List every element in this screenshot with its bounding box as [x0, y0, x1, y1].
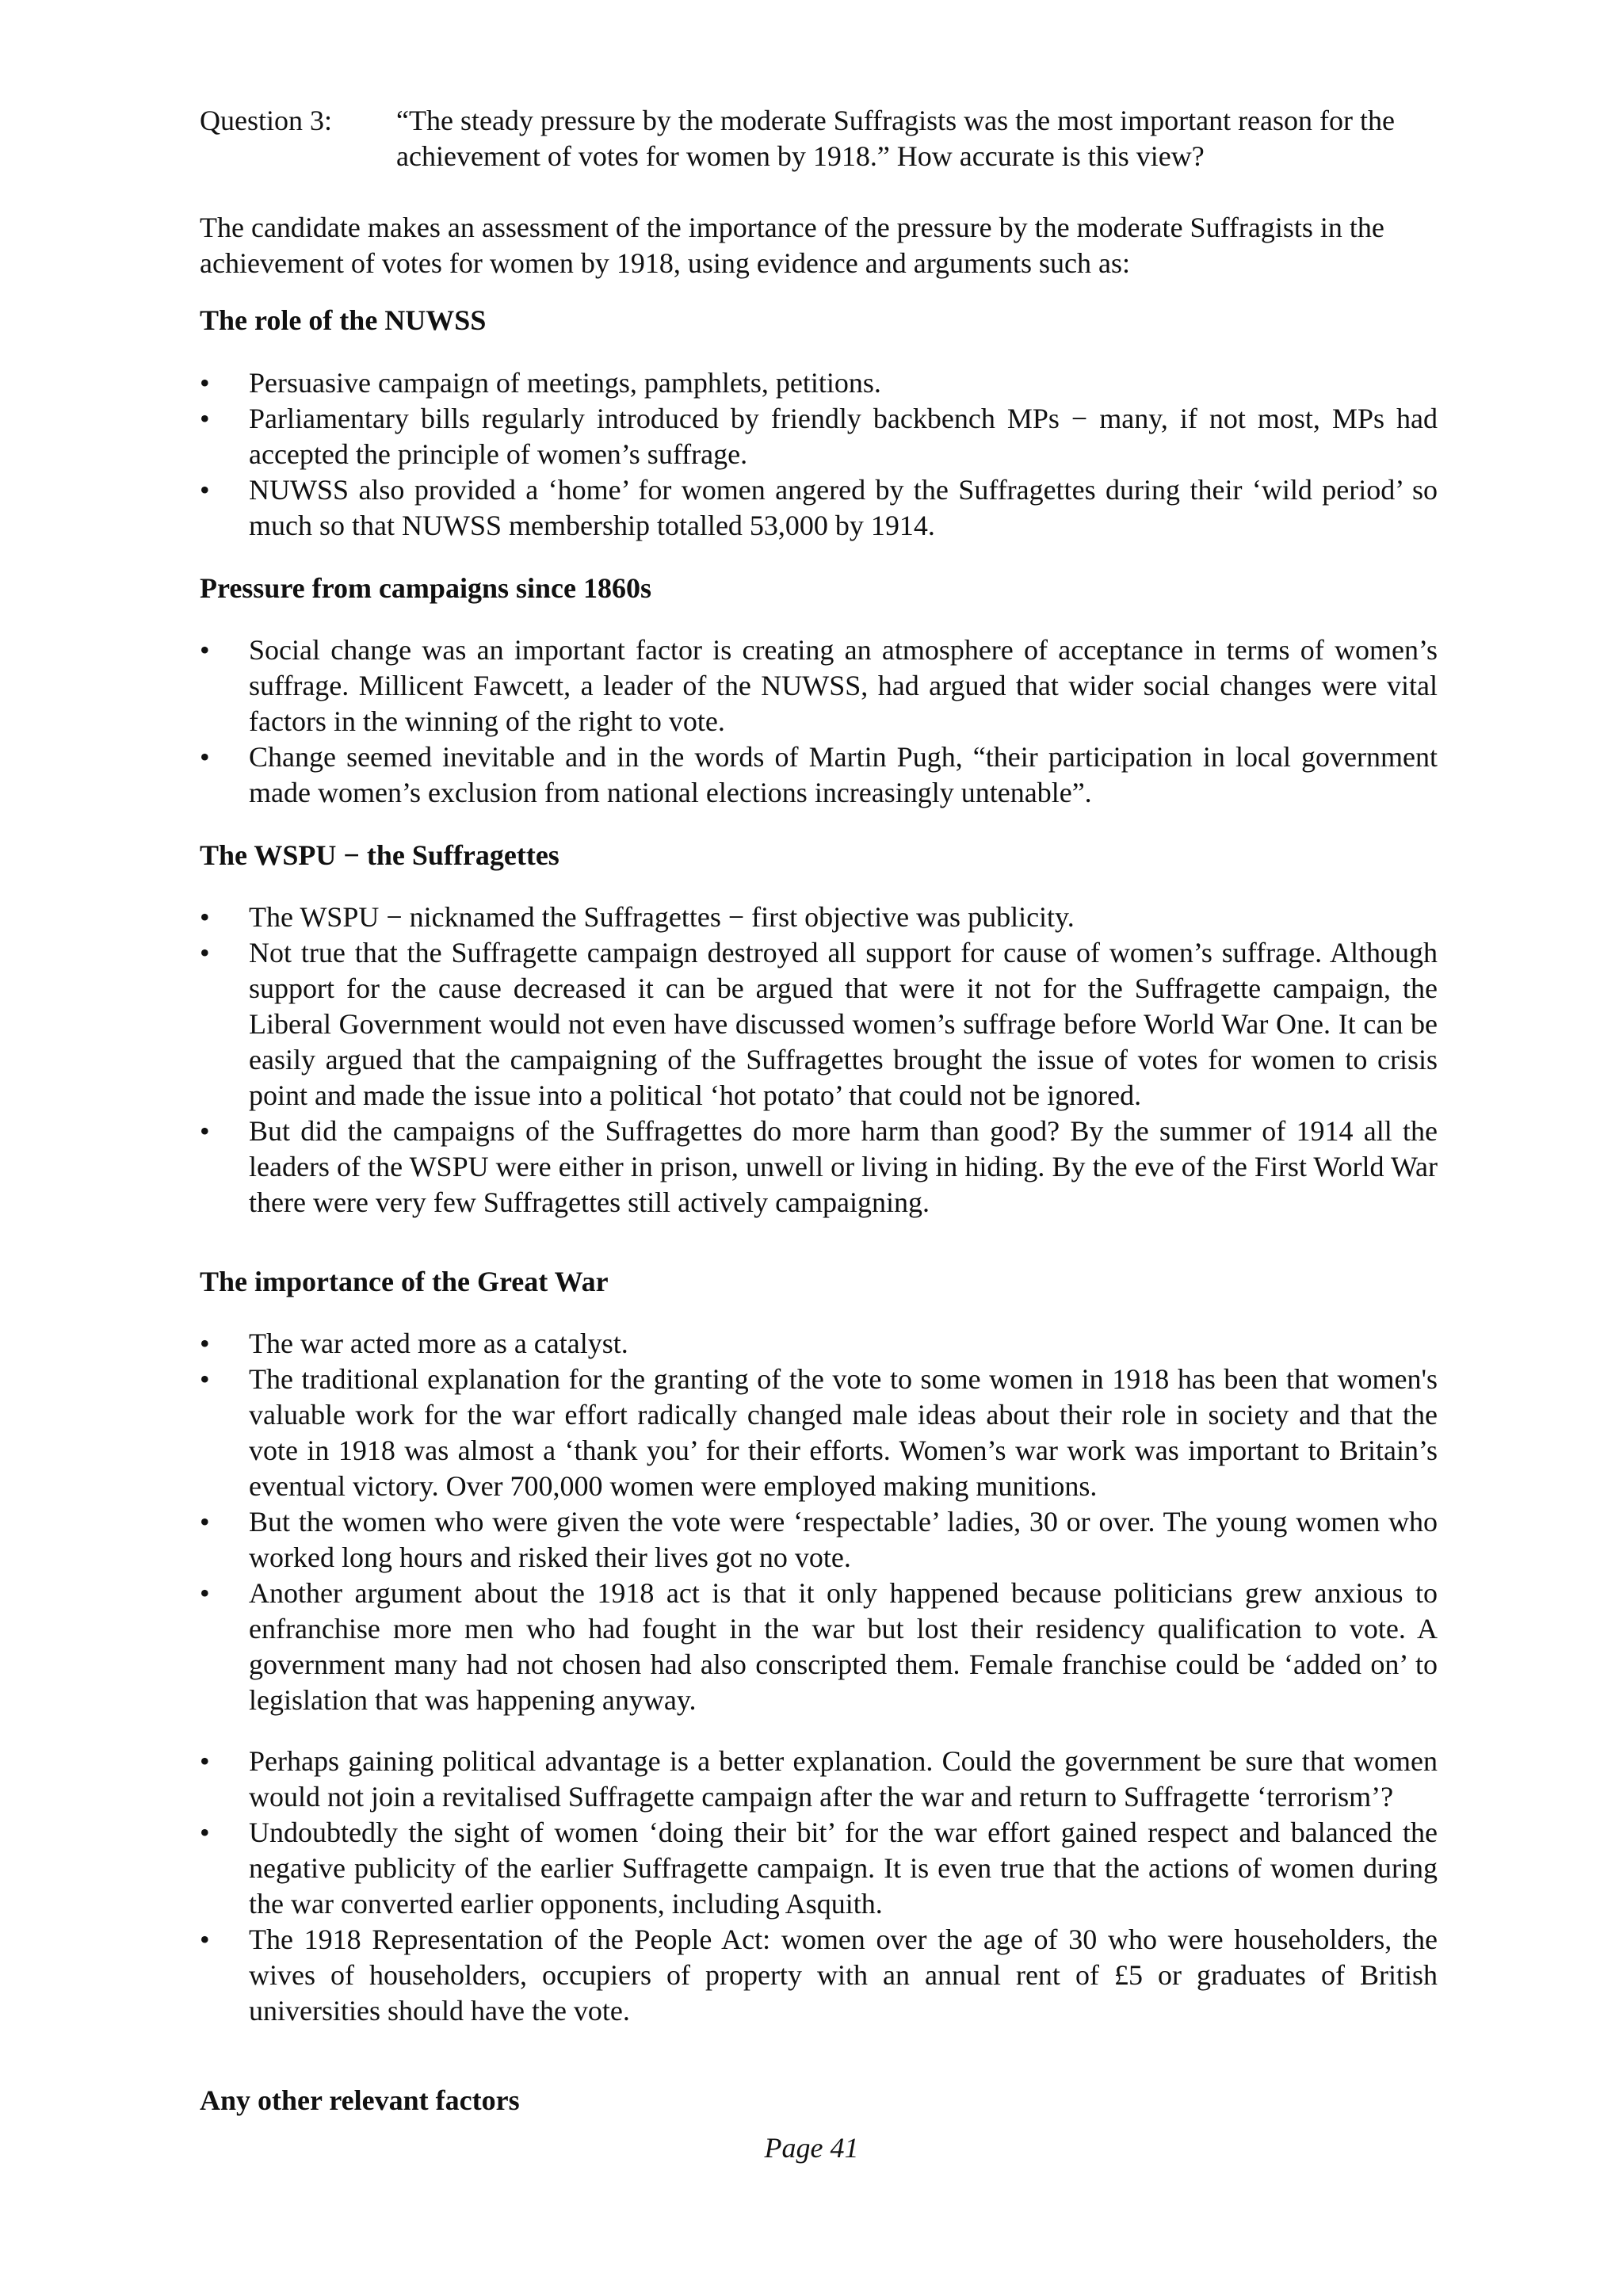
bullet-icon: • — [200, 367, 210, 399]
list-item-text: Social change was an important factor is creating an atmosphere of acceptance in terms of women’s suffrage. Millicent Fawcett, a leader of the NUWSS, had argued that wider social changes were vital factors in the winning of the right to vote. — [249, 634, 1438, 737]
list-item-text: Undoubtedly the sight of women ‘doing their bit’ for the war effort gained respect and balanced the negative publicity of the earlier Suffragette campaign. It is even true that the actions of women during the war converted earlier opponents, including Asquith. — [249, 1817, 1438, 1920]
list-item — [200, 1815, 1438, 1922]
list-item — [200, 935, 1438, 1114]
list-item-text: Not true that the Suffragette campaign destroyed all support for cause of women’s suffrage. Although support for the cause decreased it can be argued that were it not for the Suffragette campaign, the Liberal Government would not even have discussed women’s suffrage before World War One. It can be easily argued that the campaigning of the Suffragettes brought the issue of votes for women to crisis point and made the issue into a political ‘hot potato’ that could not be ignored. — [249, 937, 1438, 1111]
list-item — [200, 365, 1438, 401]
bullet-icon: • — [200, 474, 210, 506]
list-item — [200, 1504, 1438, 1576]
section-heading-campaigns: Pressure from campaigns since 1860s — [200, 572, 651, 604]
bullet-icon: • — [200, 1577, 210, 1609]
intro-paragraph: The candidate makes an assessment of the importance of the pressure by the moderate Suffragists in the achievement of votes for women by 1918, using evidence and arguments such as: — [200, 212, 1384, 279]
bullet-icon: • — [200, 403, 210, 434]
bullet-icon: • — [200, 1745, 210, 1777]
list-item — [200, 1744, 1438, 1815]
question-label: Question 3: — [200, 105, 332, 136]
list-item — [200, 1576, 1438, 1718]
list-item-text: NUWSS also provided a ‘home’ for women angered by the Suffragettes during their ‘wild period’ so much so that NUWSS membership totalled 53,000 by 1914. — [249, 474, 1438, 541]
bullet-icon: • — [200, 1363, 210, 1395]
list-item-text: Perhaps gaining political advantage is a better explanation. Could the government be sure that women would not join a revitalised Suffragette campaign after the war and return to Suffragette ‘terrorism’? — [249, 1745, 1438, 1813]
list-item — [200, 632, 1438, 739]
list-item-text: But did the campaigns of the Suffragettes do more harm than good? By the summer of 1914 all the leaders of the WSPU were either in prison, unwell or living in hiding. By the eve of the First World War there were very few Suffragettes still actively campaigning. — [249, 1115, 1438, 1218]
list-item — [200, 1326, 1438, 1362]
bullet-icon: • — [200, 741, 210, 773]
list-item — [200, 1362, 1438, 1504]
list-item-text: Parliamentary bills regularly introduced by friendly backbench MPs − many, if not most, MPs had accepted the principle of women’s suffrage. — [249, 403, 1438, 470]
list-item-text: The WSPU − nicknamed the Suffragettes − first objective was publicity. — [249, 901, 1075, 933]
bullet-icon: • — [200, 901, 210, 933]
list-item-text: Persuasive campaign of meetings, pamphlets, petitions. — [249, 367, 881, 399]
list-item — [200, 739, 1438, 811]
list-item — [200, 1114, 1438, 1221]
section-heading-great-war: The importance of the Great War — [200, 1266, 609, 1297]
section-heading-nuwss: The role of the NUWSS — [200, 304, 487, 336]
list-item — [200, 900, 1438, 935]
section-heading-other-factors: Any other relevant factors — [200, 2084, 520, 2116]
page-number: Page 41 — [764, 2132, 859, 2164]
bullet-icon: • — [200, 1924, 210, 1955]
bullet-list-campaigns — [200, 632, 1438, 811]
bullet-list-wspu — [200, 900, 1438, 1221]
bullet-list-nuwss — [200, 365, 1438, 544]
list-item-text: But the women who were given the vote were ‘respectable’ ladies, 30 or over. The young women who worked long hours and risked their lives got no vote. — [249, 1506, 1438, 1573]
list-item-text: The traditional explanation for the granting of the vote to some women in 1918 has been that women's valuable work for the war effort radically changed male ideas about their role in society and that the vote in 1918 was almost a ‘thank you’ for their efforts. Women’s war work was important to Britain’s eventual victory. Over 700,000 women were employed making munitions. — [249, 1363, 1438, 1502]
section-heading-wspu: The WSPU − the Suffragettes — [200, 839, 559, 871]
list-item — [200, 401, 1438, 472]
bullet-icon: • — [200, 634, 210, 666]
list-item-text: The 1918 Representation of the People Act: women over the age of 30 who were householders, the wives of householders, occupiers of property with an annual rent of £5 or graduates of British universities should have the vote. — [249, 1924, 1438, 2027]
list-item-text: Another argument about the 1918 act is that it only happened because politicians grew anxious to enfranchise more men who had fought in the war but lost their residency qualification to vote. A government many had not chosen had also conscripted them. Female franchise could be ‘added on’ to legislation that was happening anyway. — [249, 1577, 1438, 1716]
list-item-text: Change seemed inevitable and in the words of Martin Pugh, “their participation in local government made women’s exclusion from national elections increasingly untenable”. — [249, 741, 1438, 808]
list-item-text: The war acted more as a catalyst. — [249, 1328, 628, 1359]
bullet-icon: • — [200, 937, 210, 968]
list-item — [200, 1922, 1438, 2029]
bullet-list-great-war — [200, 1326, 1438, 2029]
bullet-icon: • — [200, 1328, 210, 1359]
bullet-icon: • — [200, 1115, 210, 1147]
bullet-icon: • — [200, 1506, 210, 1538]
question-text: “The steady pressure by the moderate Suffragists was the most important reason for the achievement of votes for women by 1918.” How accurate is this view? — [396, 105, 1395, 172]
bullet-icon: • — [200, 1817, 210, 1848]
list-item — [200, 472, 1438, 544]
